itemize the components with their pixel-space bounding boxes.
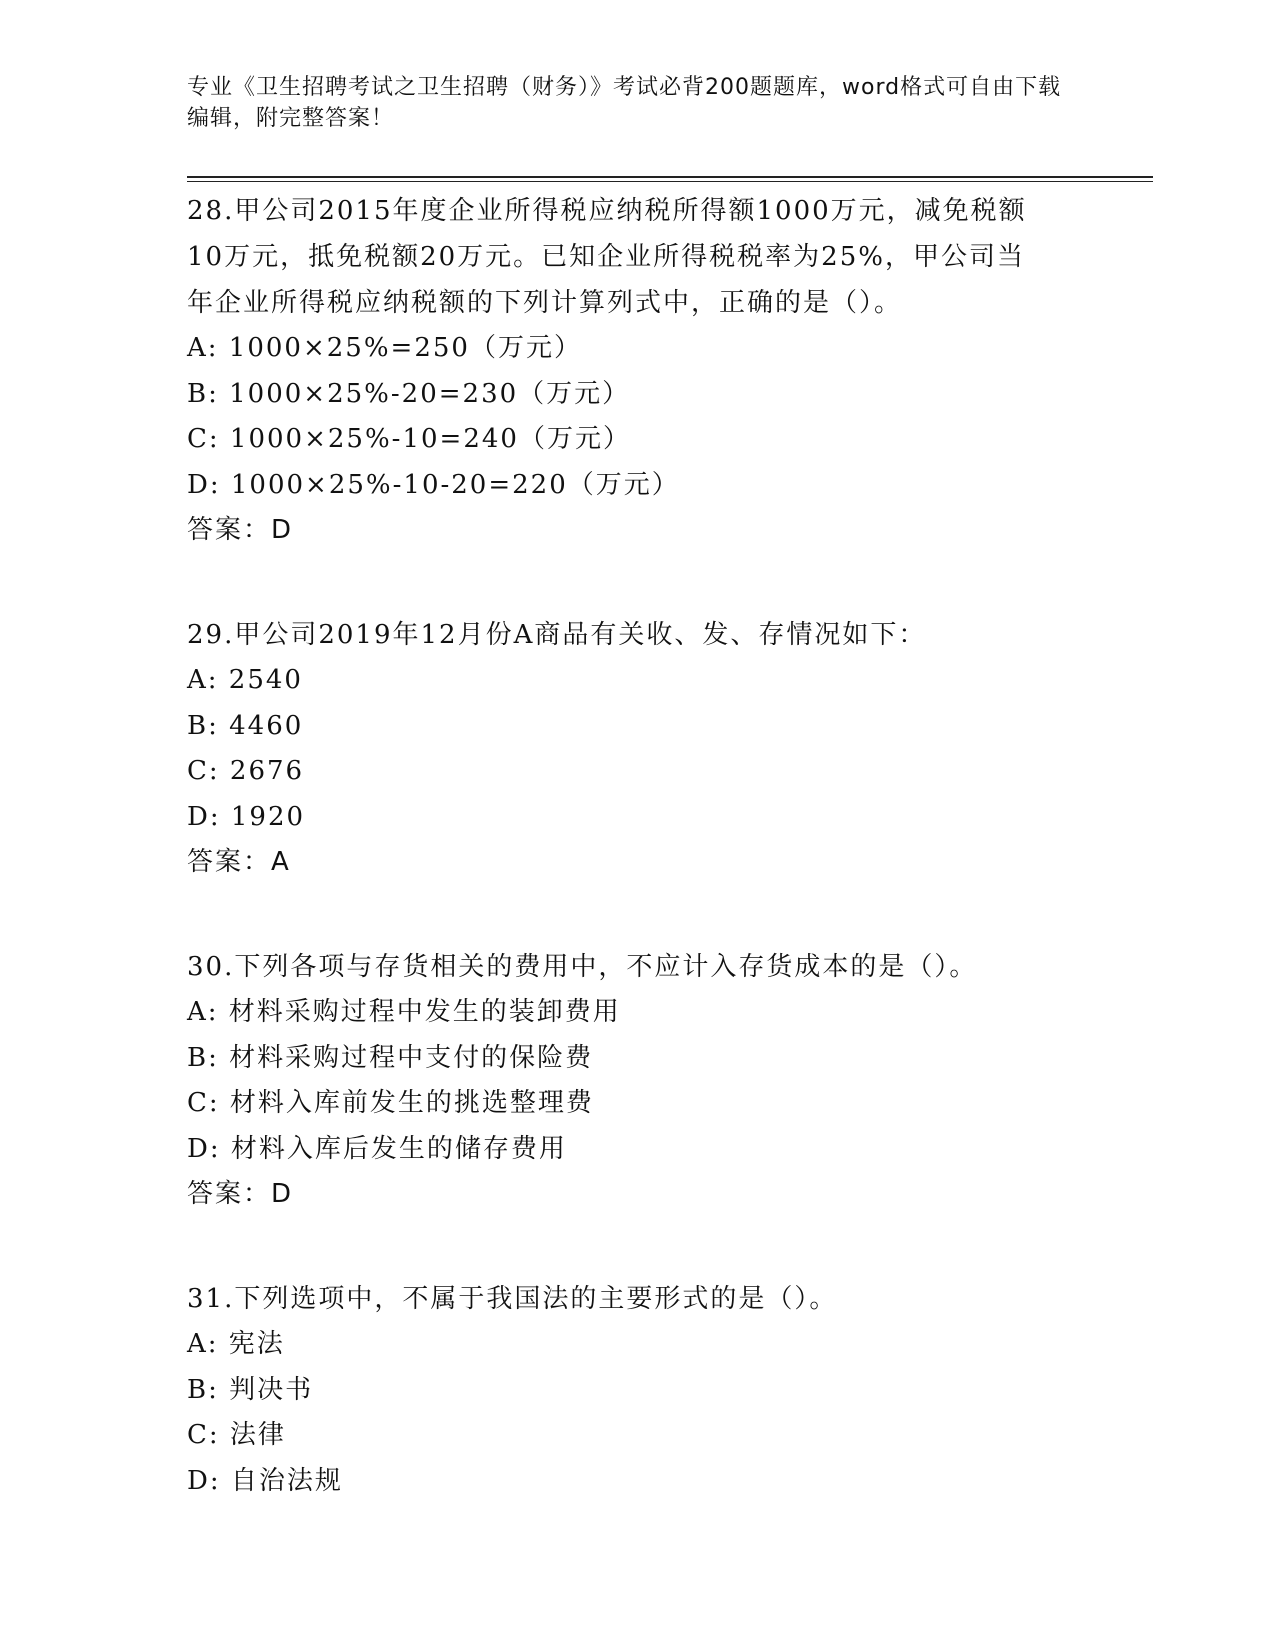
option-b: B: 4460 [187, 710, 304, 741]
question-30 [187, 944, 1087, 1217]
option-c: C: 1000×25%-10=240（万元） [187, 424, 631, 454]
option-b: B: 1000×25%-20=230（万元） [187, 378, 631, 409]
header-divider-thin [187, 181, 1153, 182]
option-d: D: 材料入库后发生的储存费用 [187, 1133, 567, 1164]
option-d: D: 1920 [187, 801, 306, 832]
option-a: A: 宪法 [187, 1329, 285, 1359]
answer-label: 答案：D [187, 515, 294, 545]
answer-label: 答案：A [187, 847, 291, 877]
spacer [187, 553, 1087, 612]
option-d: D: 自治法规 [187, 1465, 343, 1496]
document-header [187, 72, 1067, 134]
option-c: C: 法律 [187, 1420, 286, 1450]
answer-label: 答案：D [187, 1179, 294, 1209]
option-c: C: 2676 [187, 756, 305, 786]
option-c: C: 材料入库前发生的挑选整理费 [187, 1088, 594, 1118]
question-stem: 28.甲公司2015年度企业所得税应纳税所得额1000万元，减免税额10万元，抵免税额20万元。已知企业所得税税率为25%，甲公司当年企业所得税应纳税额的下列计算列式中，正确的是（）。 [187, 196, 1027, 318]
question-stem: 31.下列选项中，不属于我国法的主要形式的是（）。 [187, 1284, 838, 1314]
header-text: 专业《卫生招聘考试之卫生招聘（财务）》考试必背200题题库，word格式可自由下载编辑，附完整答案！ [187, 75, 1062, 131]
question-list [187, 188, 1087, 1504]
option-a: A: 1000×25%=250（万元） [187, 333, 582, 363]
option-a: A: 2540 [187, 665, 303, 695]
header-divider-thick [187, 176, 1153, 178]
question-28 [187, 188, 1087, 553]
spacer [187, 885, 1087, 944]
question-31 [187, 1276, 1087, 1504]
option-d: D: 1000×25%-10-20=220（万元） [187, 469, 680, 500]
option-a: A: 材料采购过程中发生的装卸费用 [187, 997, 621, 1027]
question-29 [187, 612, 1087, 885]
spacer [187, 1217, 1087, 1276]
question-stem: 30.下列各项与存货相关的费用中，不应计入存货成本的是（）。 [187, 952, 978, 982]
question-stem: 29.甲公司2019年12月份A商品有关收、发、存情况如下： [187, 620, 927, 650]
option-b: B: 材料采购过程中支付的保险费 [187, 1042, 594, 1073]
option-b: B: 判决书 [187, 1374, 314, 1405]
